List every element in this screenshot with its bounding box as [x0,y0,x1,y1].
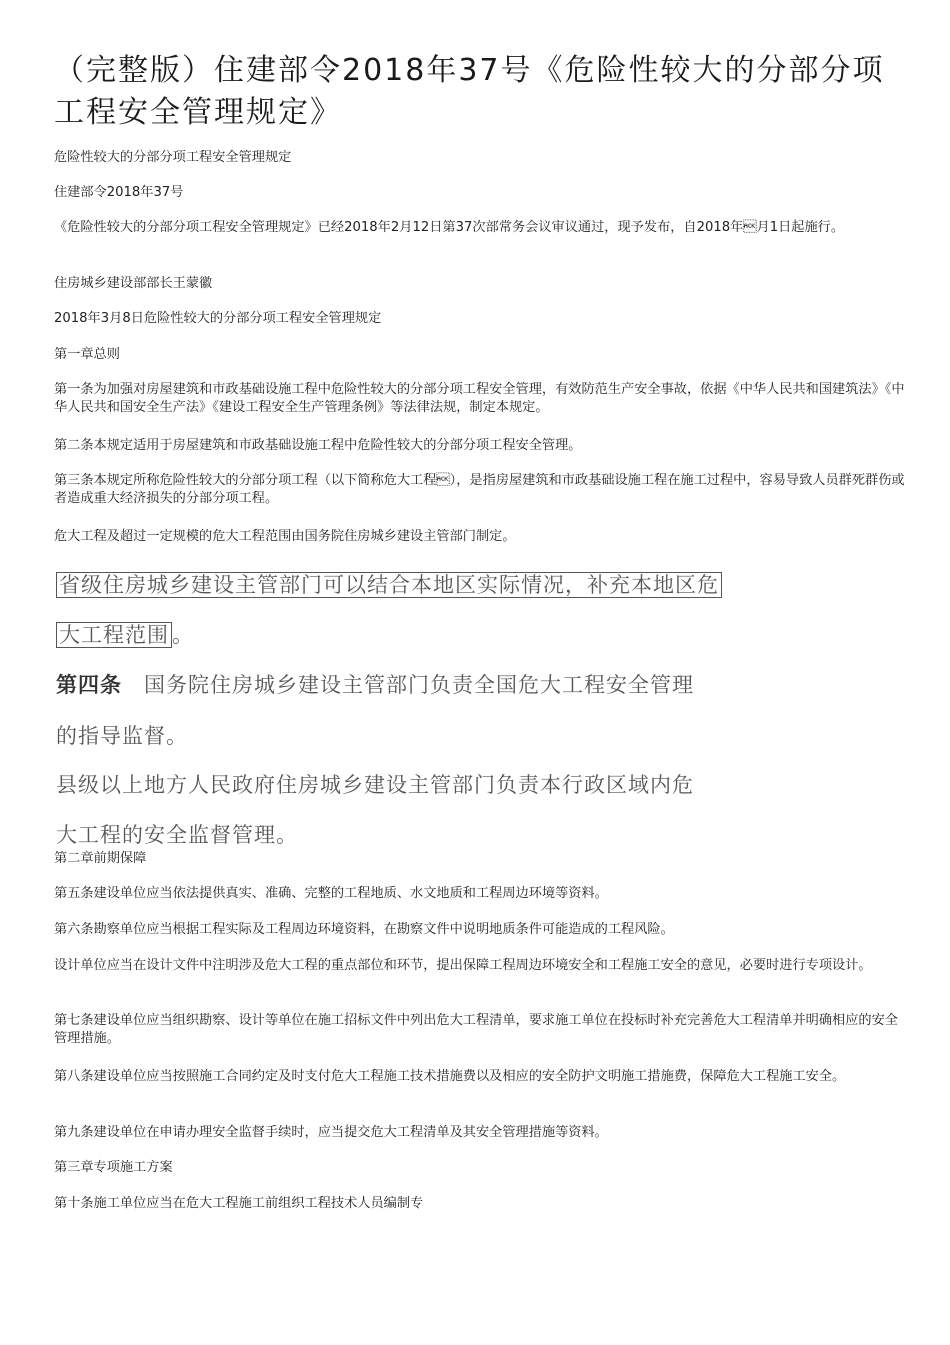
paragraph: 第五条建设单位应当依法提供真实、准确、完整的工程地质、水文地质和工程周边环境等资料。 [54,886,608,901]
paragraph: 第六条勘察单位应当根据工程实际及工程周边环境资料，在勘察文件中说明地质条件可能造成的工程风险。 [54,922,674,937]
paragraph: 第七条建设单位应当组织勘察、设计等单位在施工招标文件中列出危大工程清单，要求施工单位在投标时补充完善危大工程清单并明确相应的安全管理措施。 [54,1013,898,1046]
scanned-line [56,820,298,850]
paragraph: 第九条建设单位在申请办理安全监督手续时，应当提交危大工程清单及其安全管理措施等资料。 [54,1125,608,1140]
boxed-text: 大工程范围 [56,622,172,648]
scanned-text: 国务院住房城乡建设主管部门负责全国危大工程安全管理 [144,673,694,697]
punctuation: 。 [172,623,194,647]
paragraph: 第三条本规定所称危险性较大的分部分项工程（以下简称危大工程），是指房屋建筑和市政基础设施工程在施工过程中，容易导致人员群死群伤或者造成重大经济损失的分部分项工程。 [54,473,905,506]
scanned-text: 的指导监督。 [56,724,188,748]
scanned-line [56,570,722,600]
paragraph: 《危险性较大的分部分项工程安全管理规定》已经2018年2月12日第37次部常务会议审议通过，现予发布，自2018年月1日起施行。 [54,220,845,235]
scanned-line [56,620,194,650]
paragraph: 第一条为加强对房屋建筑和市政基础设施工程中危险性较大的分部分项工程安全管理，有效防范生产安全事故，依据《中华人民共和国建筑法》《中华人民共和国安全生产法》《建设工程安全生产管理条例》等法律法规，制定本规定。 [54,382,905,415]
scanned-text: 大工程的安全监督管理。 [56,823,298,847]
paragraph: 住房城乡建设部部长王蒙徽 [54,276,213,291]
chapter-heading: 第二章前期保障 [54,851,147,866]
paragraph: 2018年3月8日危险性较大的分部分项工程安全管理规定 [54,311,382,326]
paragraph: 设计单位应当在设计文件中注明涉及危大工程的重点部位和环节，提出保障工程周边环境安全和工程施工安全的意见，必要时进行专项设计。 [54,958,872,973]
chapter-heading: 第三章专项施工方案 [54,1160,173,1175]
boxed-text: 省级住房城乡建设主管部门可以结合本地区实际情况，补充本地区危 [56,572,722,598]
paragraph: 第二条本规定适用于房屋建筑和市政基础设施工程中危险性较大的分部分项工程安全管理。 [54,438,582,453]
paragraph: 危大工程及超过一定规模的危大工程范围由国务院住房城乡建设主管部门制定。 [54,529,516,544]
paragraph: 第八条建设单位应当按照施工合同约定及时支付危大工程施工技术措施费以及相应的安全防护文明施工措施费，保障危大工程施工安全。 [54,1069,846,1084]
paragraph: 危险性较大的分部分项工程安全管理规定 [54,150,292,165]
scanned-line [56,721,188,751]
article-label: 第四条 [56,673,122,697]
scanned-line [56,670,694,700]
scanned-text: 县级以上地方人民政府住房城乡建设主管部门负责本行政区域内危 [56,773,694,797]
paragraph: 住建部令2018年37号 [54,185,184,200]
chapter-heading: 第一章总则 [54,347,120,362]
document-title: （完整版）住建部令2018年37号《危险性较大的分部分项工程安全管理规定》 [54,53,885,131]
paragraph: 第十条施工单位应当在危大工程施工前组织工程技术人员编制专 [54,1196,424,1211]
scanned-line [56,770,694,800]
